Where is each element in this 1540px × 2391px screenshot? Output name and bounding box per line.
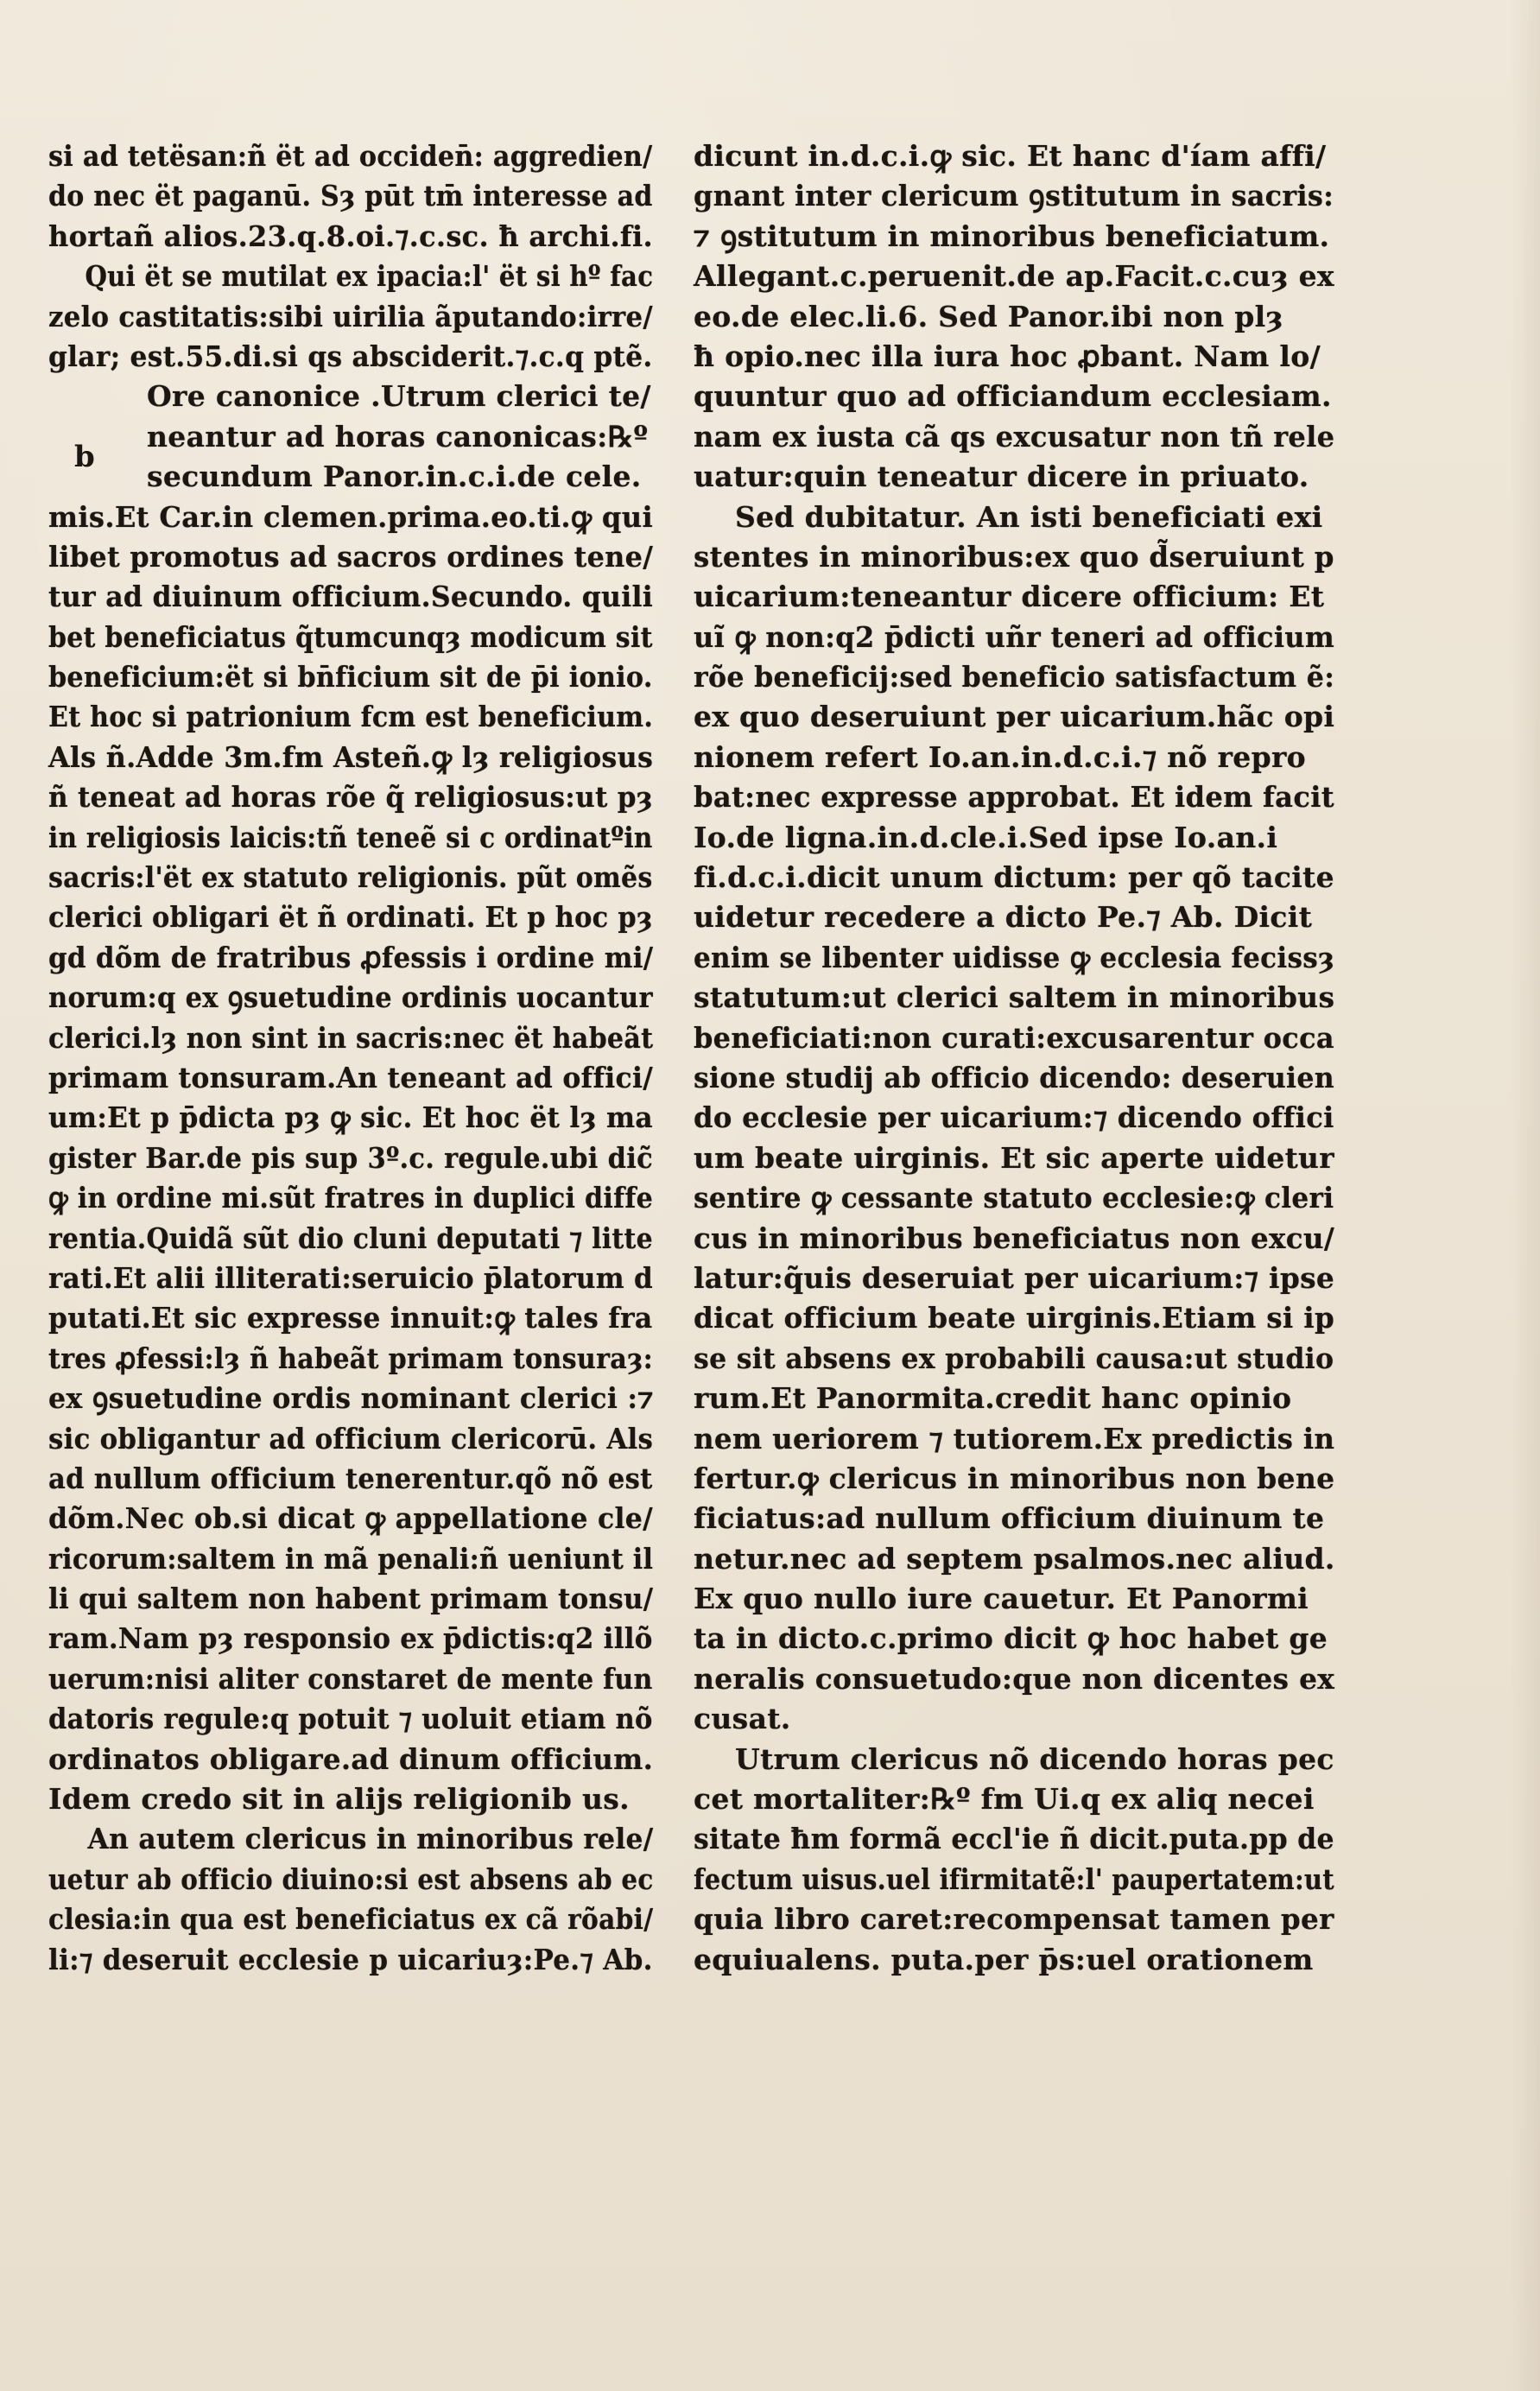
text-line: um:Et p p̄dicta pȝ ꝙ sic. Et hoc ët lȝ ma (48, 1100, 653, 1135)
text-line: putati.Et sic expresse innuit:ꝙ tales fra (48, 1301, 653, 1335)
text-line: latur:q̃uis deseruiat per uicarium:⁊ ipse (694, 1260, 1335, 1295)
text-line: si ad tetësan:ñ ët ad occiden̄: aggredien/ (48, 139, 653, 173)
text-line: Ore canonice .Utrum clerici te/ (147, 379, 651, 414)
text-line: gister Bar.de pis sup 3º.c. regule.ubi dic̃ (48, 1140, 653, 1175)
text-line: Allegant.c.peruenit.de ap.Facit.c.cuȝ ex (694, 259, 1334, 294)
text-line: eo.de elec.li.6. Sed Panor.ibi non plȝ (694, 299, 1283, 333)
text-line: bat:nec expresse approbat. Et idem facit (694, 780, 1334, 815)
text-line: nem ueriorem ⁊ tutiorem.Ex predictis in (694, 1421, 1335, 1456)
text-line: tur ad diuinum officium.Secundo. quili (48, 580, 654, 614)
text-line: cet mortaliter:℞º fm Ui.q ex aliq necei (694, 1782, 1315, 1817)
text-line: in religiosis laicis:tñ teneẽ si c ordinatºin (48, 820, 653, 854)
text-line: quuntur quo ad officiandum ecclesiam. (694, 379, 1332, 414)
right-column (694, 136, 1334, 1980)
text-line: do ecclesie per uicarium:⁊ dicendo offici (694, 1100, 1334, 1135)
text-line: sacris:l'ët ex statuto religionis. pũt omẽs (48, 860, 653, 895)
text-line: um beate uirginis. Et sic aperte uidetur (694, 1140, 1334, 1175)
text-line: Et hoc si patrionium fcm est beneficium. (48, 700, 654, 734)
text-line: rum.Et Panormita.credit hanc opinio (694, 1381, 1292, 1416)
text-line: uĩ ꝙ non:q2 p̄dicti uñr teneri ad officium (694, 619, 1335, 654)
text-line: clesia:in qua est beneficiatus ex cã rõabi/ (48, 1902, 654, 1937)
text-line: sentire ꝙ cessante statuto ecclesie:ꝙ cleri (694, 1181, 1334, 1215)
text-line: uicarium:teneantur dicere officium: Et (694, 580, 1325, 614)
text-line: uetur ab officio diuino:si est absens ab ec (48, 1861, 654, 1896)
text-line: ricorum:saltem in mã penali:ñ ueniunt il (48, 1541, 654, 1576)
margin-letter: b (74, 440, 95, 474)
text-line: ram.Nam pȝ responsio ex p̄dictis:q2 illõ (48, 1621, 653, 1656)
text-line: beneficiati:non curati:excusarentur occa (694, 1020, 1334, 1055)
text-line: dicunt in.d.c.i.ꝙ sic. Et hanc d'íam affi/ (694, 139, 1327, 173)
text-line: sic obligantur ad officium clericorū. Als (48, 1421, 654, 1456)
text-line: neralis consuetudo:que non dicentes ex (694, 1661, 1335, 1696)
text-line: ꝙ in ordine mi.sũt fratres in duplici diffe (48, 1181, 654, 1215)
page-edge-shadow (1511, 0, 1540, 2391)
text-line: neantur ad horas canonicas:℞º (147, 419, 649, 453)
text-line: Qui ët se mutilat ex ipacia:l' ët si hº fac (85, 259, 654, 294)
text-line: ficiatus:ad nullum officium diuinum te (694, 1501, 1325, 1536)
text-line: dicat officium beate uirginis.Etiam si ip (694, 1301, 1335, 1335)
text-line: quia libro caret:recompensat tamen per (694, 1902, 1334, 1937)
text-line: Utrum clericus nõ dicendo horas pec (735, 1741, 1334, 1776)
text-line: fectum uisus.uel ifirmitatẽ:l' paupertatem:ut (694, 1861, 1334, 1896)
text-line: zelo castitatis:sibi uirilia ãputando:irre/ (48, 299, 653, 333)
text-line: se sit absens ex probabili causa:ut studio (694, 1341, 1334, 1375)
text-line: do nec ët paganū. Sȝ pūt tm̄ interesse ad (48, 179, 653, 213)
text-line: glar; est.55.di.si qs absciderit.⁊.c.q ptẽ. (48, 339, 653, 373)
text-line: clerici obligari ët ñ ordinati. Et p hoc pȝ (48, 900, 653, 935)
text-line: rati.Et alii illiterati:seruicio p̄latorum d (48, 1260, 654, 1295)
text-line: netur.nec ad septem psalmos.nec aliud. (694, 1541, 1335, 1576)
text-line: gd dõm de fratribus ꝓfessis i ordine mi/ (48, 940, 654, 974)
text-line: secundum Panor.in.c.i.de cele. (147, 460, 642, 494)
text-line: cus in minoribus beneficiatus non excu/ (694, 1221, 1335, 1255)
left-column (48, 136, 653, 1980)
text-line: beneficium:ët si bn̄ficium sit de p̄i ionio. (48, 660, 653, 694)
text-line: fertur.ꝙ clericus in minoribus non bene (694, 1461, 1335, 1495)
text-line: mis.Et Car.in clemen.prima.eo.ti.ꝙ qui (48, 499, 653, 534)
text-line: rentia.Quidã sũt dio cluni deputati ⁊ litte (48, 1221, 653, 1255)
text-line: ta in dicto.c.primo dicit ꝙ hoc habet ge (694, 1621, 1328, 1656)
text-line: uidetur recedere a dicto Pe.⁊ Ab. Dicit (694, 900, 1313, 935)
text-line: ordinatos obligare.ad dinum officium. (48, 1741, 654, 1776)
text-line: Io.de ligna.in.d.cle.i.Sed ipse Io.an.i (694, 820, 1278, 854)
text-line: bet beneficiatus q̃tumcunqȝ modicum sit (48, 619, 653, 654)
text-line: rõe beneficij:sed beneficio satisfactum ẽ: (694, 660, 1335, 694)
text-line: Sed dubitatur. An isti beneficiati exi (735, 499, 1323, 534)
text-line: stentes in minoribus:ex quo d̃seruiunt p (694, 539, 1334, 574)
text-line: li qui saltem non habent primam tonsu/ (48, 1582, 654, 1616)
text-line: statutum:ut clerici saltem in minoribus (694, 980, 1335, 1015)
text-line: ñ teneat ad horas rõe q̃ religiosus:ut pȝ (48, 780, 654, 815)
text-line: primam tonsuram.An teneant ad offici/ (48, 1060, 654, 1094)
text-line: fi.d.c.i.dicit unum dictum: per qõ tacite (694, 860, 1334, 895)
text-line: uatur:quin teneatur dicere in priuato. (694, 460, 1309, 494)
text-line: ħ opio.nec illa iura hoc ꝓbant. Nam lo/ (694, 339, 1321, 373)
text-line: nionem refert Io.an.in.d.c.i.⁊ nõ repro (694, 739, 1306, 774)
text-line: ad nullum officium tenerentur.qõ nõ est (48, 1461, 653, 1495)
text-line: An autem clericus in minoribus rele/ (87, 1822, 654, 1856)
text-line: Idem credo sit in alijs religionib us. (48, 1782, 630, 1817)
text-line: enim se libenter uidisse ꝙ ecclesia fecissȝ (694, 940, 1335, 974)
text-line: equiualens. puta.per p̄s:uel orationem (694, 1942, 1314, 1976)
text-line: sione studij ab officio dicendo: deseruien (694, 1060, 1334, 1094)
text-line: ⁊ ꝯstitutum in minoribus beneficiatum. (694, 219, 1330, 253)
text-line: sitate ħm formã eccl'ie ñ dicit.puta.pp de (694, 1822, 1334, 1856)
text-line: tres ꝓfessi:lȝ ñ habeãt primam tonsuraȝ: (48, 1341, 654, 1375)
text-line: uerum:nisi aliter constaret de mente fun (48, 1661, 653, 1696)
text-line: ex ꝯsuetudine ordis nominant clerici :⁊ (48, 1381, 654, 1416)
text-line: datoris regule:q potuit ⁊ uoluit etiam nõ (48, 1702, 653, 1736)
text-line: dõm.Nec ob.si dicat ꝙ appellatione cle/ (48, 1501, 653, 1536)
text-line: libet promotus ad sacros ordines tene/ (48, 539, 654, 574)
text-line: hortañ alios.23.q.8.oi.⁊.c.sc. ħ archi.fi. (48, 219, 653, 253)
text-line: norum:q ex ꝯsuetudine ordinis uocantur (48, 980, 653, 1015)
text-line: Als ñ.Adde 3m.fm Asteñ.ꝙ lȝ religiosus (48, 739, 654, 774)
text-line: clerici.lȝ non sint in sacris:nec ët habeãt (48, 1020, 654, 1055)
text-line: Ex quo nullo iure cauetur. Et Panormi (694, 1582, 1309, 1616)
text-line: cusat. (694, 1702, 791, 1736)
text-line: gnant inter clericum ꝯstitutum in sacris: (694, 179, 1334, 213)
text-line: nam ex iusta cã qs excusatur non tñ rele (694, 419, 1335, 453)
text-line: ex quo deseruiunt per uicarium.hãc opi (694, 700, 1335, 734)
text-line: li:⁊ deseruit ecclesie p uicariuȝ:Pe.⁊ Ab. (48, 1942, 653, 1976)
